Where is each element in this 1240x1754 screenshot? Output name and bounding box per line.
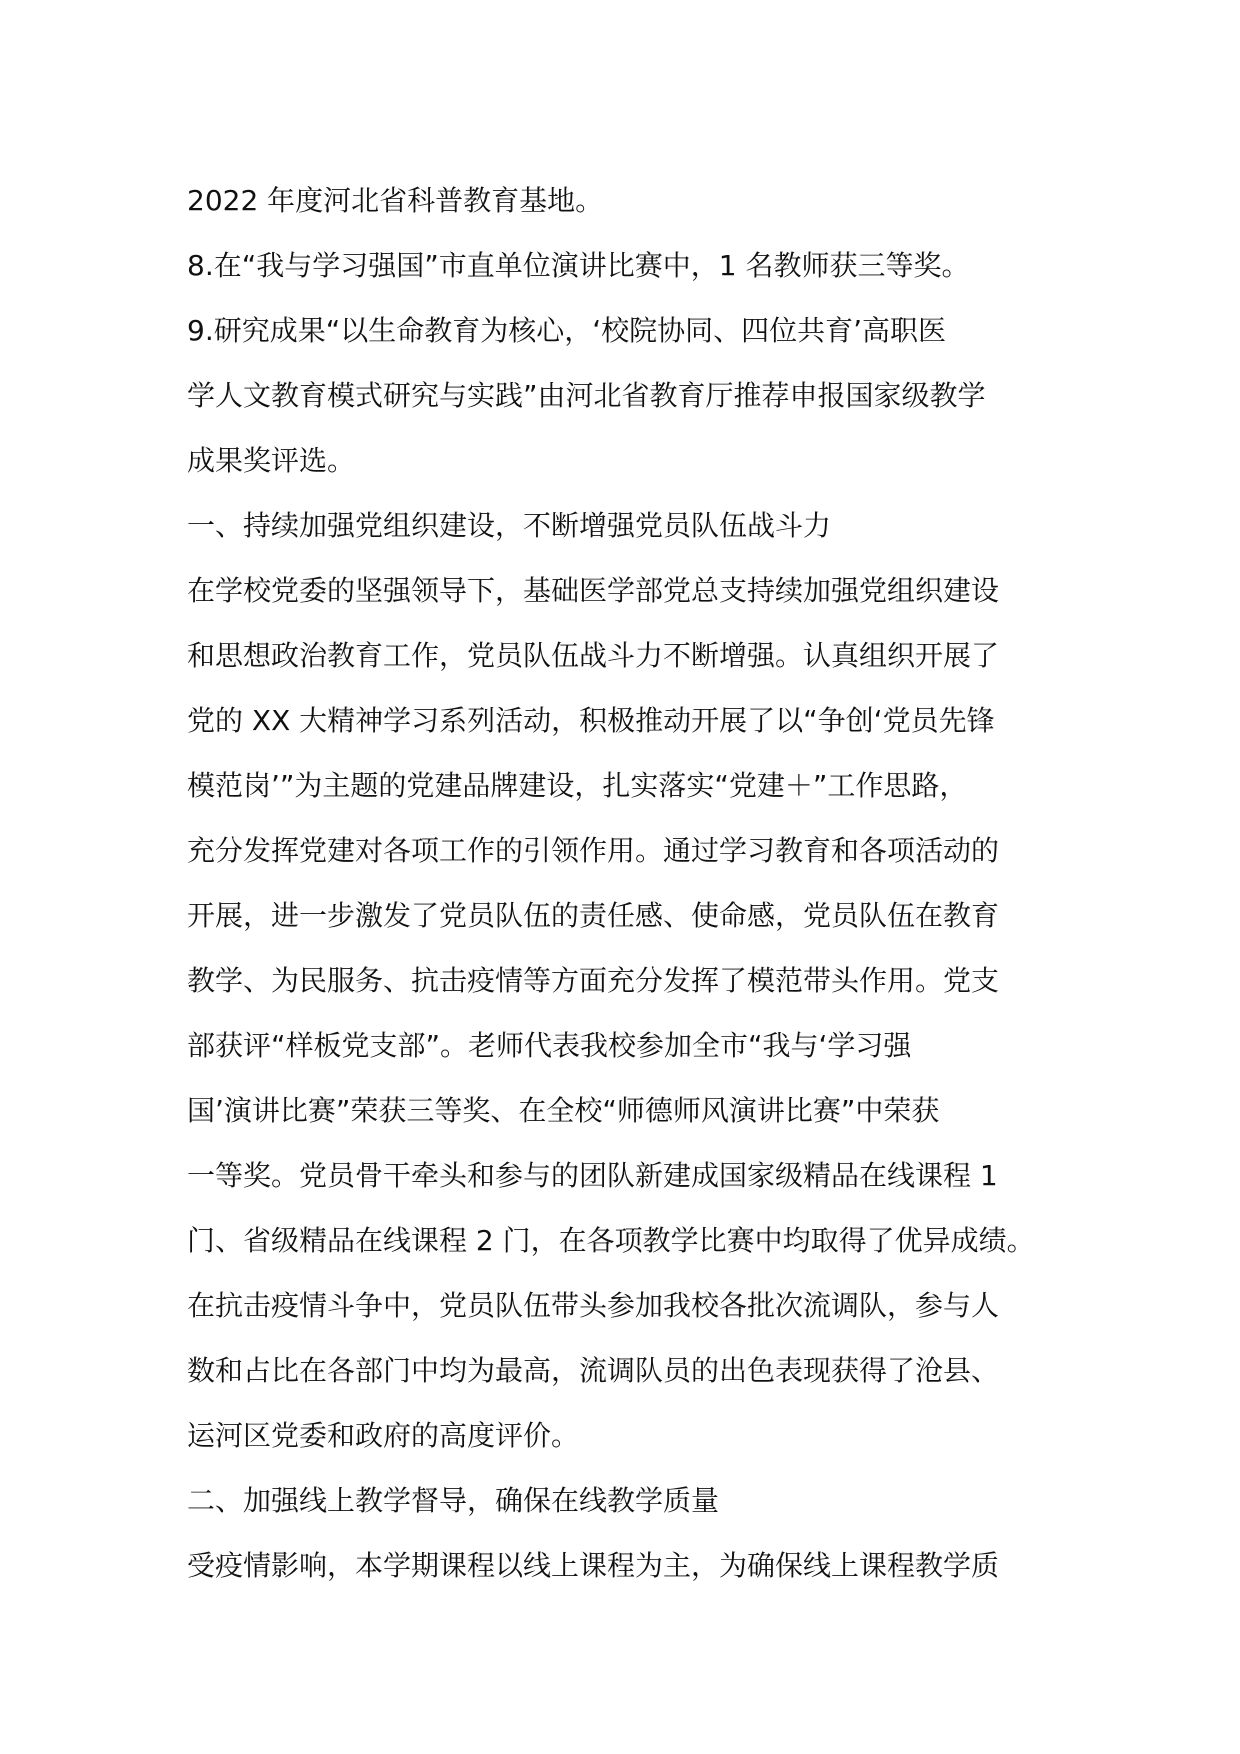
text-line: 成果奖评选。 <box>187 444 356 477</box>
text-line: 教学、为民服务、抗击疫情等方面充分发挥了模范带头作用。党支 <box>187 964 1000 997</box>
document-body <box>187 168 1067 1598</box>
text-line: 充分发挥党建对各项工作的引领作用。通过学习教育和各项活动的 <box>187 834 1000 867</box>
text-line: 国’演讲比赛”荣获三等奖、在全校“师德师风演讲比赛”中荣获 <box>187 1094 940 1127</box>
text-line: 党的 XX 大精神学习系列活动，积极推动开展了以“争创‘党员先锋 <box>187 704 995 737</box>
text-line: 在抗击疫情斗争中，党员队伍带头参加我校各批次流调队，参与人 <box>187 1289 1000 1322</box>
text-line: 在学校党委的坚强领导下，基础医学部党总支持续加强党组织建设 <box>187 574 1000 607</box>
text-line: 受疫情影响，本学期课程以线上课程为主，为确保线上课程教学质 <box>187 1549 1000 1582</box>
text-line: 运河区党委和政府的高度评价。 <box>187 1419 580 1452</box>
section-heading: 二、加强线上教学督导，确保在线教学质量 <box>187 1484 720 1517</box>
text-line: 一等奖。党员骨干牵头和参与的团队新建成国家级精品在线课程 1 <box>187 1159 998 1192</box>
section-heading: 一、持续加强党组织建设，不断增强党员队伍战斗力 <box>187 509 832 542</box>
text-line: 数和占比在各部门中均为最高，流调队员的出色表现获得了沧县、 <box>187 1354 1000 1387</box>
text-line: 8.在“我与学习强国”市直单位演讲比赛中，1 名教师获三等奖。 <box>187 249 970 282</box>
text-line: 和思想政治教育工作，党员队伍战斗力不断增强。认真组织开展了 <box>187 639 1000 672</box>
text-line: 学人文教育模式研究与实践”由河北省教育厅推荐申报国家级教学 <box>187 379 986 412</box>
text-line: 9.研究成果“以生命教育为核心，‘校院协同、四位共育’高职医 <box>187 314 947 347</box>
text-line: 2022 年度河北省科普教育基地。 <box>187 184 604 217</box>
text-line: 门、省级精品在线课程 2 门，在各项教学比赛中均取得了优异成绩。 <box>187 1224 1035 1257</box>
text-line: 模范岗’”为主题的党建品牌建设，扎实落实“党建＋”工作思路， <box>187 769 968 802</box>
text-line: 部获评“样板党支部”。老师代表我校参加全市“我与‘学习强 <box>187 1029 912 1062</box>
text-line: 开展，进一步激发了党员队伍的责任感、使命感，党员队伍在教育 <box>187 899 1000 932</box>
